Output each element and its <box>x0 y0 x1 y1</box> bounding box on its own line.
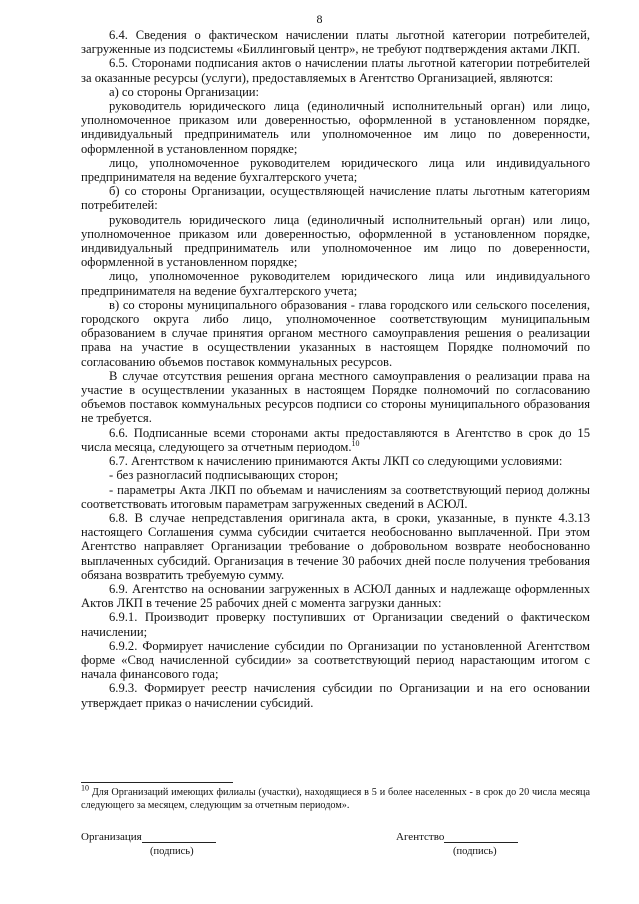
paragraph-6-9-1: 6.9.1. Производит проверку поступивших от Организации сведений о фактическом начислении; <box>81 610 590 639</box>
paragraph-6-7-2: - параметры Акта ЛКП по объемам и начислениям за соответствующий период должны соответствовать итоговым параметрам загруженных сведений в АСЮЛ. <box>81 482 590 511</box>
paragraph-6-7: 6.7. Агентством к начислению принимаются Акты ЛКП со следующими условиями: <box>109 454 563 469</box>
paragraph-6-9-2: 6.9.2. Формирует начисление субсидии по Организации по установленной Агентством форме «Свод начисленной субсидии» за соответствующий период нарастающим итогом с начала финансового года; <box>81 638 590 682</box>
signature-agency-caption: (подпись) <box>453 846 497 857</box>
paragraph-6-5: 6.5. Сторонами подписания актов о начислении платы льготной категории потребителей за оказанные ресурсы (услуги), предоставляемых в Агентство Организацией, являются: <box>81 56 590 85</box>
document-body <box>81 28 590 710</box>
signature-organization <box>81 831 216 857</box>
paragraph-6-9: 6.9. Агентство на основании загруженных в АСЮЛ данных и надлежаще оформленных Актов ЛКП в течение 25 рабочих дней с момента загрузки данных: <box>81 581 590 611</box>
signature-agency-label: Агентство <box>396 831 445 843</box>
paragraph-6-6-text: 6.6. Подписанные всеми сторонами акты предоставляются в Агентство в срок до 15 числа месяца, следующего за отчетным периодом. <box>81 425 590 454</box>
paragraph-6-5-b-2: лицо, уполномоченное руководителем юридического лица или индивидуального предпринимателя на ведение бухгалтерского учета; <box>81 269 590 298</box>
signature-organization-caption: (подпись) <box>150 846 194 857</box>
signature-agency-line <box>444 831 518 843</box>
footnote-number: 10 <box>81 783 89 793</box>
paragraph-6-9-3: 6.9.3. Формирует реестр начисления субсидии по Организации и на его основании утверждает приказ о начислении субсидий. <box>81 681 590 710</box>
paragraph-6-5-a-1: руководитель юридического лица (единоличный исполнительный орган) или лицо, уполномоченное приказом или доверенностью, оформленной в установленном порядке, индивидуальный предприниматель или уполномоченное им лицо по доверенности, оформленной в установленном порядке; <box>81 99 590 156</box>
paragraph-6-5-a: а) со стороны Организации: <box>109 84 260 99</box>
paragraph-6-5-b: б) со стороны Организации, осуществляющей начисление платы льготным категориям потребителей: <box>81 184 590 213</box>
signature-agency <box>396 831 518 857</box>
paragraph-6-7-1: - без разногласий подписывающих сторон; <box>109 468 339 483</box>
footnote-divider <box>81 782 233 783</box>
signature-organization-label: Организация <box>81 831 142 843</box>
paragraph-6-5-v: в) со стороны муниципального образования - глава городского или сельского поселения, городского округа либо лицо, уполномоченное соответствующим муниципальным образованием в случае принятия органом местного самоуправления решения о реализации права на участие в осуществлении указанных в настоящем Порядке полномочий по согласованию объемов поставок коммунальных ресурсов. <box>81 297 590 369</box>
footnote-ref: 10 <box>351 438 360 448</box>
footnote-text: Для Организаций имеющих филиалы (участки), находящиеся в 5 и более населенных - в срок до 20 числа месяца следующего за месяцем, следующим за отчетным периодом». <box>81 787 590 811</box>
paragraph-6-4: 6.4. Сведения о фактическом начислении платы льготной категории потребителей, загруженные из подсистемы «Биллинговый центр», не требуют подтверждения актами ЛКП. <box>81 28 590 57</box>
paragraph-6-6 <box>81 426 590 454</box>
signature-organization-line <box>142 831 216 843</box>
paragraph-6-5-a-2: лицо, уполномоченное руководителем юридического лица или индивидуального предпринимателя на ведение бухгалтерского учета; <box>81 155 590 185</box>
paragraph-no-decision: В случае отсутствия решения органа местного самоуправления о реализации права на участие в осуществлении указанных в настоящем Порядке полномочий по согласованию объемов поставок коммунальных ресурсов подписи со стороны муниципального образования не требуется. <box>81 368 590 426</box>
paragraph-6-8: 6.8. В случае непредставления оригинала акта, в сроки, указанные, в пункте 4.3.13 настоящего Соглашения сумма субсидии считается необоснованно выплаченной. При этом Агентство направляет Организации требование о добровольном возврате необоснованно выплаченных субсидий. Организация в течение 30 рабочих дней после получения требования обязана возвратить требуемую сумму. <box>81 510 590 582</box>
page-number: 8 <box>316 12 323 26</box>
footnote <box>81 783 590 812</box>
paragraph-6-5-b-1: руководитель юридического лица (единоличный исполнительный орган) или лицо, уполномоченное приказом или доверенностью, оформленной в установленном порядке, индивидуальный предприниматель или уполномоченное им лицо по доверенности, оформленной в установленном порядке; <box>81 212 590 270</box>
